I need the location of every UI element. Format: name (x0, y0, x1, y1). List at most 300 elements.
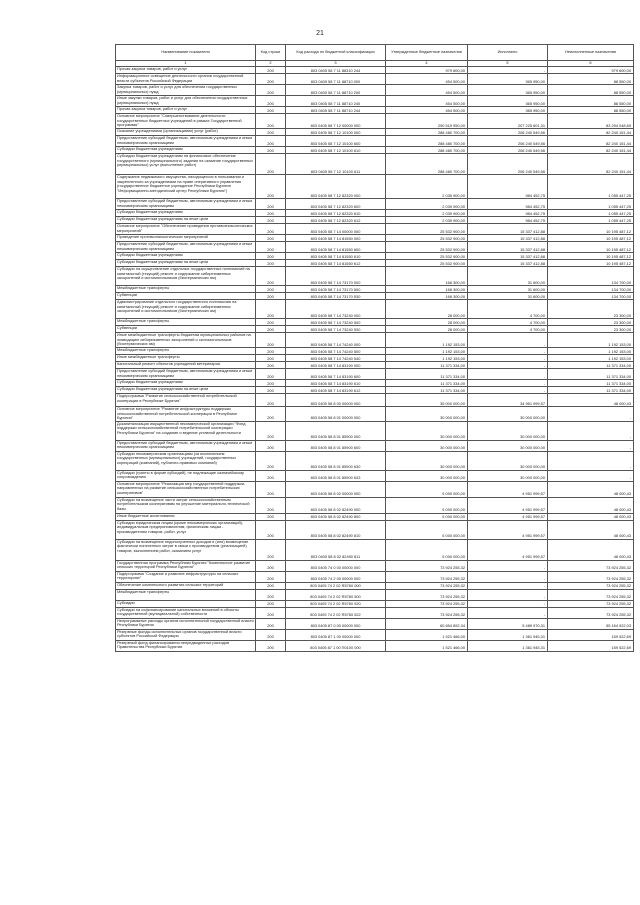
cell-kbk: 803 0405 87 1 00 00000 000 (286, 629, 386, 640)
cell-remaining: 88 550,00 (548, 107, 634, 114)
cell-code: 200 (256, 513, 286, 520)
table-row (116, 470, 634, 481)
cell-executed: - (468, 369, 548, 380)
cell-name: Содержание недвижимого имущества, находящегося в пользовании и закрепленного за учреждениями на праве оперативного управления (государственное бюджетное учреждение Республики Бурятия "Информационно-методический центр Республики Бурятия") (116, 175, 256, 199)
cell-code: 200 (256, 387, 286, 394)
cell-remaining: 1 192 153,00 (548, 355, 634, 362)
cell-approved: 454 500,00 (386, 107, 468, 114)
cell-remaining: 134 700,00 (548, 293, 634, 300)
cell-remaining: 23 300,00 (548, 326, 634, 333)
cell-executed: 4 700,00 (468, 326, 548, 333)
table-row (116, 286, 634, 293)
cell-executed: 365 950,00 (468, 74, 548, 85)
table-row (116, 520, 634, 539)
cell-code: 200 (256, 497, 286, 513)
cell-code: 200 (256, 175, 286, 199)
cell-name: Субсидии на софинансирование капитальных вложений в объекты государственной (муниципальной) собственности (116, 607, 256, 618)
cell-executed: 365 950,00 (468, 107, 548, 114)
cell-name: Капитальный ремонт объектов учреждений ветеринарии (116, 362, 256, 369)
cell-remaining: - (548, 470, 634, 481)
table-row (116, 74, 634, 85)
cell-remaining: 82 240 151,44 (548, 129, 634, 136)
cell-remaining: 10 195 487,12 (548, 253, 634, 260)
cell-approved: 25 532 900,00 (386, 242, 468, 253)
cell-name: Субсидии бюджетным учреждениям на финансовое обеспечение государственного (муниципального) задания на оказание государственных (муниципальных) услуг (выполнение работ) (116, 154, 256, 175)
header-row (116, 45, 634, 61)
cell-remaining: 134 700,00 (548, 286, 634, 293)
table-row (116, 571, 634, 582)
cell-executed: - (468, 571, 548, 582)
table-row (116, 267, 634, 286)
cell-remaining: 82 240 151,44 (548, 154, 634, 175)
cell-code: 200 (256, 293, 286, 300)
header-approved: Утвержденные бюджетные назначения (386, 45, 468, 61)
cell-approved: 288 480 700,00 (386, 136, 468, 147)
cell-kbk: 803 0405 74 2 02 R5760 500 (286, 589, 386, 600)
cell-name: Оказание учреждениями (организациями) услуг (работ) (116, 129, 256, 136)
cell-name: Субсидии бюджетным учреждениям (116, 147, 256, 154)
cell-name: Межбюджетные трансферты (116, 348, 256, 355)
cell-approved: 1 192 153,00 (386, 355, 468, 362)
cell-name: Резервные фонды исполнительных органов государственной власти субъектов Российской Федерации (116, 629, 256, 640)
table-row (116, 242, 634, 253)
cell-remaining: 48 000,43 (548, 520, 634, 539)
table-row (116, 154, 634, 175)
cell-approved: 290 519 950,00 (386, 114, 468, 129)
cell-remaining: - (548, 421, 634, 440)
cell-kbk: 803 0405 58 7 11 88710 240 (286, 96, 386, 107)
cell-kbk: 803 0405 58 8 01 00000 000 (286, 407, 386, 422)
cell-name: Государственная программа Республики Бурятия "Комплексное развитие сельских территорий Республики Бурятия" (116, 560, 256, 571)
cell-remaining: 159 522,69 (548, 640, 634, 651)
cell-name: Межбюджетные трансферты (116, 319, 256, 326)
cell-kbk: 803 0405 58 7 11 88710 244 (286, 107, 386, 114)
cell-approved: 73 924 255,32 (386, 560, 468, 571)
cell-kbk: 803 0405 58 7 14 83190 000 (286, 362, 386, 369)
cell-code: 200 (256, 217, 286, 224)
header-kbk: Код расхода по бюджетной классификации (286, 45, 386, 61)
cell-code: 200 (256, 369, 286, 380)
cell-kbk: 803 0405 58 7 12 82320 600 (286, 199, 386, 210)
cell-remaining: 48 000,43 (548, 481, 634, 497)
column-number: 1 (116, 61, 256, 67)
cell-name: Докапитализация имущественной некоммерческой организации "Фонд поддержки сельскохозяйственной потребительской кооперации Республики Бурятия" на создание и ведение уставной деятельности (116, 421, 256, 440)
cell-name: Субсидии на возмещение недополученных доходов и (или) возмещение фактически понесенных затрат в связи с производством (реализацией) товаров, выполнением работ, оказанием услуг (116, 539, 256, 560)
cell-name: Основное мероприятие "Развитие инфраструктуры поддержки сельскохозяйственной потребительской кооперации в Республике Бурятия" (116, 407, 256, 422)
cell-kbk: 803 0405 58 8 02 82490 810 (286, 520, 386, 539)
cell-kbk: 803 0405 58 7 12 10100 600 (286, 136, 386, 147)
cell-code: 200 (256, 319, 286, 326)
cell-approved: 25 532 900,00 (386, 224, 468, 235)
cell-name: Субвенции (116, 326, 256, 333)
cell-remaining: 23 300,00 (548, 319, 634, 326)
table-row (116, 607, 634, 618)
cell-code: 200 (256, 355, 286, 362)
cell-kbk: 803 0405 74 2 02 R5760 522 (286, 607, 386, 618)
column-number: 5 (468, 61, 548, 67)
cell-remaining: - (548, 407, 634, 422)
table-row (116, 369, 634, 380)
cell-approved: 288 480 700,00 (386, 154, 468, 175)
cell-code: 200 (256, 154, 286, 175)
cell-executed: 15 337 412,88 (468, 253, 548, 260)
cell-executed: 207 225 601,31 (468, 114, 548, 129)
cell-executed: 15 337 412,88 (468, 260, 548, 267)
cell-kbk: 803 0405 58 7 14 81550 600 (286, 242, 386, 253)
cell-approved: 454 500,00 (386, 74, 468, 85)
cell-executed: 206 240 549,56 (468, 147, 548, 154)
cell-remaining: 1 055 447,25 (548, 217, 634, 224)
cell-approved: 1 192 153,00 (386, 333, 468, 348)
cell-approved: 979 600,00 (386, 67, 468, 74)
cell-approved: 2 039 900,00 (386, 175, 468, 199)
cell-remaining: 55 164 922,03 (548, 618, 634, 629)
cell-executed: 4 700,00 (468, 300, 548, 319)
cell-name: Основное мероприятие "Обеспечение проведения противоэпизоотических мероприятий" (116, 224, 256, 235)
budget-execution-table (115, 44, 634, 652)
cell-code: 200 (256, 589, 286, 600)
cell-code: 200 (256, 199, 286, 210)
table-row (116, 348, 634, 355)
cell-remaining: 73 924 255,32 (548, 589, 634, 600)
cell-code: 200 (256, 380, 286, 387)
cell-kbk: 803 0405 58 7 14 74240 500 (286, 348, 386, 355)
cell-code: 200 (256, 224, 286, 235)
cell-kbk: 803 0405 74 2 02 R5760 520 (286, 600, 386, 607)
cell-kbk: 803 0405 58 7 14 73240 530 (286, 326, 386, 333)
cell-executed: - (468, 582, 548, 589)
cell-kbk: 803 0405 58 7 14 73170 530 (286, 293, 386, 300)
cell-remaining: 73 924 255,32 (548, 582, 634, 589)
table-row (116, 199, 634, 210)
cell-kbk: 803 0405 74 2 00 00000 000 (286, 571, 386, 582)
cell-name: Основное мероприятие "Реализация мер государственной поддержки, направленных на развитие сельскохозяйственных потребительских кооперативов" (116, 481, 256, 497)
cell-code: 200 (256, 362, 286, 369)
cell-name: Предоставление субсидий бюджетным, автономным учреждениям и иным некоммерческим организациям (116, 369, 256, 380)
table-row (116, 235, 634, 242)
table-row (116, 497, 634, 513)
cell-kbk: 803 0405 58 7 14 74240 000 (286, 333, 386, 348)
table-row (116, 210, 634, 217)
cell-code: 200 (256, 235, 286, 242)
cell-code: 200 (256, 96, 286, 107)
cell-remaining: 10 195 487,12 (548, 260, 634, 267)
cell-code: 200 (256, 560, 286, 571)
cell-code: 200 (256, 520, 286, 539)
cell-executed: 365 950,00 (468, 85, 548, 96)
cell-name: Субсидии бюджетным учреждениям на иные цели (116, 387, 256, 394)
table-row (116, 96, 634, 107)
cell-name: Администрирование отдельного государственного полномочия на капитальный (текущий) ремонт и содержание сибиреязвенных захоронений и скотомогильников (биотермических ям) (116, 300, 256, 319)
cell-code: 200 (256, 600, 286, 607)
cell-remaining: 88 550,00 (548, 96, 634, 107)
cell-executed: 31 600,00 (468, 286, 548, 293)
cell-approved: 11 371 334,00 (386, 387, 468, 394)
cell-code: 200 (256, 114, 286, 129)
table-row (116, 539, 634, 560)
cell-kbk: 803 0405 58 8 01 85900 600 (286, 440, 386, 451)
cell-kbk: 803 0405 58 7 12 82320 000 (286, 175, 386, 199)
cell-executed: 30 000 000,00 (468, 440, 548, 451)
cell-executed: 984 452,75 (468, 217, 548, 224)
cell-executed: - (468, 607, 548, 618)
cell-remaining: 1 055 447,25 (548, 175, 634, 199)
cell-code: 200 (256, 640, 286, 651)
cell-approved: 25 532 900,00 (386, 260, 468, 267)
cell-kbk: 803 0405 74 2 02 R5760 000 (286, 582, 386, 589)
cell-remaining: 11 371 334,00 (548, 362, 634, 369)
cell-approved: 11 371 334,00 (386, 369, 468, 380)
cell-name: Прочая закупка товаров, работ и услуг (116, 67, 256, 74)
cell-code: 200 (256, 260, 286, 267)
cell-code: 200 (256, 286, 286, 293)
cell-executed: 30 000 000,00 (468, 451, 548, 470)
table-row (116, 380, 634, 387)
cell-executed: 206 240 549,56 (468, 129, 548, 136)
table-row (116, 217, 634, 224)
cell-approved: 73 924 255,32 (386, 582, 468, 589)
cell-code: 200 (256, 242, 286, 253)
cell-approved: 30 000 000,00 (386, 421, 468, 440)
cell-approved: 5 000 000,00 (386, 481, 468, 497)
cell-name: Иные межбюджетные трансферты (116, 355, 256, 362)
cell-code: 200 (256, 481, 286, 497)
cell-approved: 30 000 000,00 (386, 407, 468, 422)
cell-kbk: 803 0405 58 7 14 73170 000 (286, 267, 386, 286)
table-row (116, 224, 634, 235)
cell-approved: 25 532 900,00 (386, 253, 468, 260)
table-row (116, 513, 634, 520)
cell-name: Иные бюджетные ассигнования (116, 513, 256, 520)
header-remaining: Неисполненные назначения (548, 45, 634, 61)
table-row (116, 394, 634, 407)
cell-executed: - (468, 355, 548, 362)
cell-approved: 2 039 900,00 (386, 199, 468, 210)
table-row (116, 589, 634, 600)
cell-code: 200 (256, 421, 286, 440)
table-row (116, 326, 634, 333)
table-row (116, 481, 634, 497)
table-row (116, 362, 634, 369)
cell-name: Основное мероприятие "Совершенствование деятельности государственных бюджетных учреждений в рамках Государственной программы" (116, 114, 256, 129)
cell-code: 200 (256, 85, 286, 96)
table-row (116, 85, 634, 96)
cell-remaining: - (548, 451, 634, 470)
cell-approved: 30 000 000,00 (386, 451, 468, 470)
cell-approved: 288 480 700,00 (386, 147, 468, 154)
table-row (116, 136, 634, 147)
cell-name: Подпрограмма "Создание и развитие инфраструктуры на сельских территориях" (116, 571, 256, 582)
table-row (116, 582, 634, 589)
cell-kbk: 803 0405 58 8 02 82490 800 (286, 513, 386, 520)
table-row (116, 600, 634, 607)
cell-approved: 5 000 000,00 (386, 539, 468, 560)
table-row (116, 67, 634, 74)
cell-kbk: 803 0405 58 8 01 85900 000 (286, 421, 386, 440)
cell-kbk: 803 0405 58 8 02 82490 811 (286, 539, 386, 560)
cell-name: Проведение противоэпизоотических мероприятий (116, 235, 256, 242)
table-row (116, 407, 634, 422)
cell-remaining: 979 600,00 (548, 67, 634, 74)
cell-kbk: 803 0405 58 7 12 82320 612 (286, 217, 386, 224)
cell-remaining: 1 192 153,00 (548, 348, 634, 355)
cell-approved: 35 000 000,00 (386, 394, 468, 407)
cell-remaining: 11 371 334,00 (548, 380, 634, 387)
cell-approved: 28 000,00 (386, 319, 468, 326)
cell-executed: 30 000 000,00 (468, 470, 548, 481)
table-row (116, 107, 634, 114)
column-number: 4 (386, 61, 468, 67)
header-name: Наименование показателя (116, 45, 256, 61)
cell-name: Резервный фонд финансирования непредвиденных расходов Правительства Республики Бурятия (116, 640, 256, 651)
cell-remaining: 134 700,00 (548, 267, 634, 286)
cell-executed: 1 361 945,31 (468, 629, 548, 640)
cell-executed: - (468, 600, 548, 607)
cell-approved: 5 000 000,00 (386, 520, 468, 539)
cell-executed: 4 951 999,57 (468, 497, 548, 513)
cell-name: Субсидии бюджетным учреждениям на иные цели (116, 217, 256, 224)
cell-remaining: 159 522,69 (548, 629, 634, 640)
cell-name: Субсидии некоммерческим организациям (за исключением государственных (муниципальных) учреждений, государственных корпораций (компаний), публично-правовых компаний) (116, 451, 256, 470)
cell-name: Прочая закупка товаров, работ и услуг (116, 107, 256, 114)
cell-executed: - (468, 380, 548, 387)
table-row (116, 451, 634, 470)
cell-executed: 984 452,75 (468, 175, 548, 199)
cell-remaining: 48 000,43 (548, 539, 634, 560)
cell-code: 200 (256, 210, 286, 217)
cell-remaining: 23 300,00 (548, 300, 634, 319)
cell-executed: 5 489 970,31 (468, 618, 548, 629)
cell-kbk: 803 0405 58 7 14 83190 610 (286, 380, 386, 387)
cell-kbk: 803 0405 58 8 01 85900 630 (286, 451, 386, 470)
cell-remaining: 1 055 447,25 (548, 199, 634, 210)
cell-approved: 30 000 000,00 (386, 440, 468, 451)
cell-kbk: 803 0405 58 8 00 00000 000 (286, 394, 386, 407)
cell-name: Межбюджетные трансферты (116, 589, 256, 600)
cell-code: 200 (256, 440, 286, 451)
cell-kbk: 803 0405 87 0 00 00000 000 (286, 618, 386, 629)
cell-code: 200 (256, 539, 286, 560)
cell-remaining: - (548, 440, 634, 451)
cell-kbk: 803 0405 58 7 14 83190 600 (286, 369, 386, 380)
cell-executed: 4 951 999,57 (468, 520, 548, 539)
cell-code: 200 (256, 333, 286, 348)
cell-approved: 73 924 255,32 (386, 607, 468, 618)
cell-executed: 4 951 999,57 (468, 481, 548, 497)
table-row (116, 300, 634, 319)
cell-executed: 15 337 412,88 (468, 235, 548, 242)
column-number: 6 (548, 61, 634, 67)
cell-approved: 73 924 255,32 (386, 600, 468, 607)
cell-kbk: 803 0405 58 7 11 88310 244 (286, 67, 386, 74)
cell-code: 200 (256, 451, 286, 470)
cell-approved: 25 532 900,00 (386, 235, 468, 242)
cell-executed: 365 950,00 (468, 96, 548, 107)
table-row (116, 421, 634, 440)
cell-kbk: 803 0405 58 7 14 73240 000 (286, 300, 386, 319)
cell-remaining: 11 371 334,00 (548, 387, 634, 394)
cell-kbk: 803 0405 58 7 12 10100 610 (286, 147, 386, 154)
cell-code: 200 (256, 470, 286, 481)
cell-name: Иные закупки товаров, работ и услуг для обеспечения государственных (муниципальных) нужд (116, 96, 256, 107)
cell-name: Субсидии на осуществление отдельных государственных полномочий на капитальный (текущий) ремонт и содержание сибиреязвенных захоронений и скотомогильников (биотермических ям) (116, 267, 256, 286)
cell-name: Закупка товаров, работ и услуг для обеспечения государственных (муниципальных) нужд (116, 85, 256, 96)
cell-kbk: 803 0405 58 7 14 81550 610 (286, 253, 386, 260)
table-row (116, 129, 634, 136)
cell-name: Непрограммные расходы органов исполнительной государственной власти Республики Бурятия (117, 618, 254, 627)
cell-approved: 166 300,00 (386, 286, 468, 293)
cell-name: Обеспечение комплексного развития сельских территорий (116, 582, 256, 589)
cell-approved: 2 039 900,00 (386, 210, 468, 217)
table-row (116, 114, 634, 129)
cell-code: 200 (256, 67, 286, 74)
cell-code: 200 (256, 300, 286, 319)
column-number: 2 (256, 61, 286, 67)
cell-name: Предоставление субсидий бюджетным, автономным учреждениям и иным некоммерческим организациям (116, 199, 256, 210)
cell-approved: 1 521 466,00 (386, 629, 468, 640)
table-row (116, 560, 634, 571)
cell-remaining: 83 294 048,69 (548, 114, 634, 129)
cell-executed: 15 337 412,88 (468, 242, 548, 253)
table-row (116, 333, 634, 348)
cell-executed: 4 951 999,57 (468, 539, 548, 560)
cell-code: 200 (256, 147, 286, 154)
cell-approved: 1 192 153,00 (386, 348, 468, 355)
cell-code: 200 (256, 348, 286, 355)
cell-kbk: 803 0405 58 7 14 81550 612 (286, 260, 386, 267)
page-number: 21 (316, 30, 324, 37)
cell-kbk: 803 0405 58 7 14 81550 000 (286, 235, 386, 242)
cell-name: Межбюджетные трансферты (116, 286, 256, 293)
cell-remaining: 11 371 334,00 (548, 369, 634, 380)
cell-code: 200 (256, 253, 286, 260)
cell-approved: 5 000 000,00 (386, 513, 468, 520)
cell-name: Субсидии на возмещение части затрат сельскохозяйственным потребительским кооперативам на улучшение материально-технической базы (116, 497, 256, 513)
cell-code: 200 (256, 618, 286, 629)
cell-remaining: 1 055 447,25 (548, 210, 634, 217)
cell-approved: 5 000 000,00 (386, 497, 468, 513)
cell-code: 200 (256, 326, 286, 333)
cell-kbk: 803 0405 58 7 12 00000 000 (286, 114, 386, 129)
cell-approved: 73 924 255,32 (386, 571, 468, 582)
cell-remaining: 10 195 487,12 (548, 242, 634, 253)
cell-kbk: 803 0405 58 7 12 82320 610 (286, 210, 386, 217)
cell-name: Предоставление субсидий бюджетным, автономным учреждениям и иным некоммерческим организациям (116, 440, 256, 451)
cell-executed: 4 700,00 (468, 319, 548, 326)
table-row (116, 440, 634, 451)
cell-kbk: 803 0405 58 7 12 10100 000 (286, 129, 386, 136)
table-row (116, 629, 634, 640)
cell-executed: - (468, 589, 548, 600)
cell-kbk: 803 0405 58 7 14 73170 500 (286, 286, 386, 293)
cell-kbk: 803 0405 58 7 14 00000 000 (286, 224, 386, 235)
cell-kbk: 803 0405 58 8 01 85900 633 (286, 470, 386, 481)
cell-name: Субсидии бюджетным учреждениям на иные цели (116, 260, 256, 267)
cell-executed: - (468, 333, 548, 348)
cell-approved: 73 924 255,32 (386, 589, 468, 600)
cell-executed: - (468, 560, 548, 571)
cell-name: Предоставление субсидий бюджетным, автономным учреждениям и иным некоммерческим организациям (116, 242, 256, 253)
cell-executed: 984 452,75 (468, 199, 548, 210)
cell-approved: 11 371 334,00 (386, 380, 468, 387)
cell-remaining: 48 000,43 (548, 394, 634, 407)
cell-name: Предоставление субсидий бюджетным, автономным учреждениям и иным некоммерческим организациям (116, 136, 256, 147)
cell-name: Субсидии (гранты в форме субсидий), не подлежащие казначейскому сопровождению (116, 470, 256, 481)
cell-remaining: 88 550,00 (548, 85, 634, 96)
cell-remaining: 10 195 487,12 (548, 224, 634, 235)
table-row (116, 293, 634, 300)
table-row (116, 253, 634, 260)
